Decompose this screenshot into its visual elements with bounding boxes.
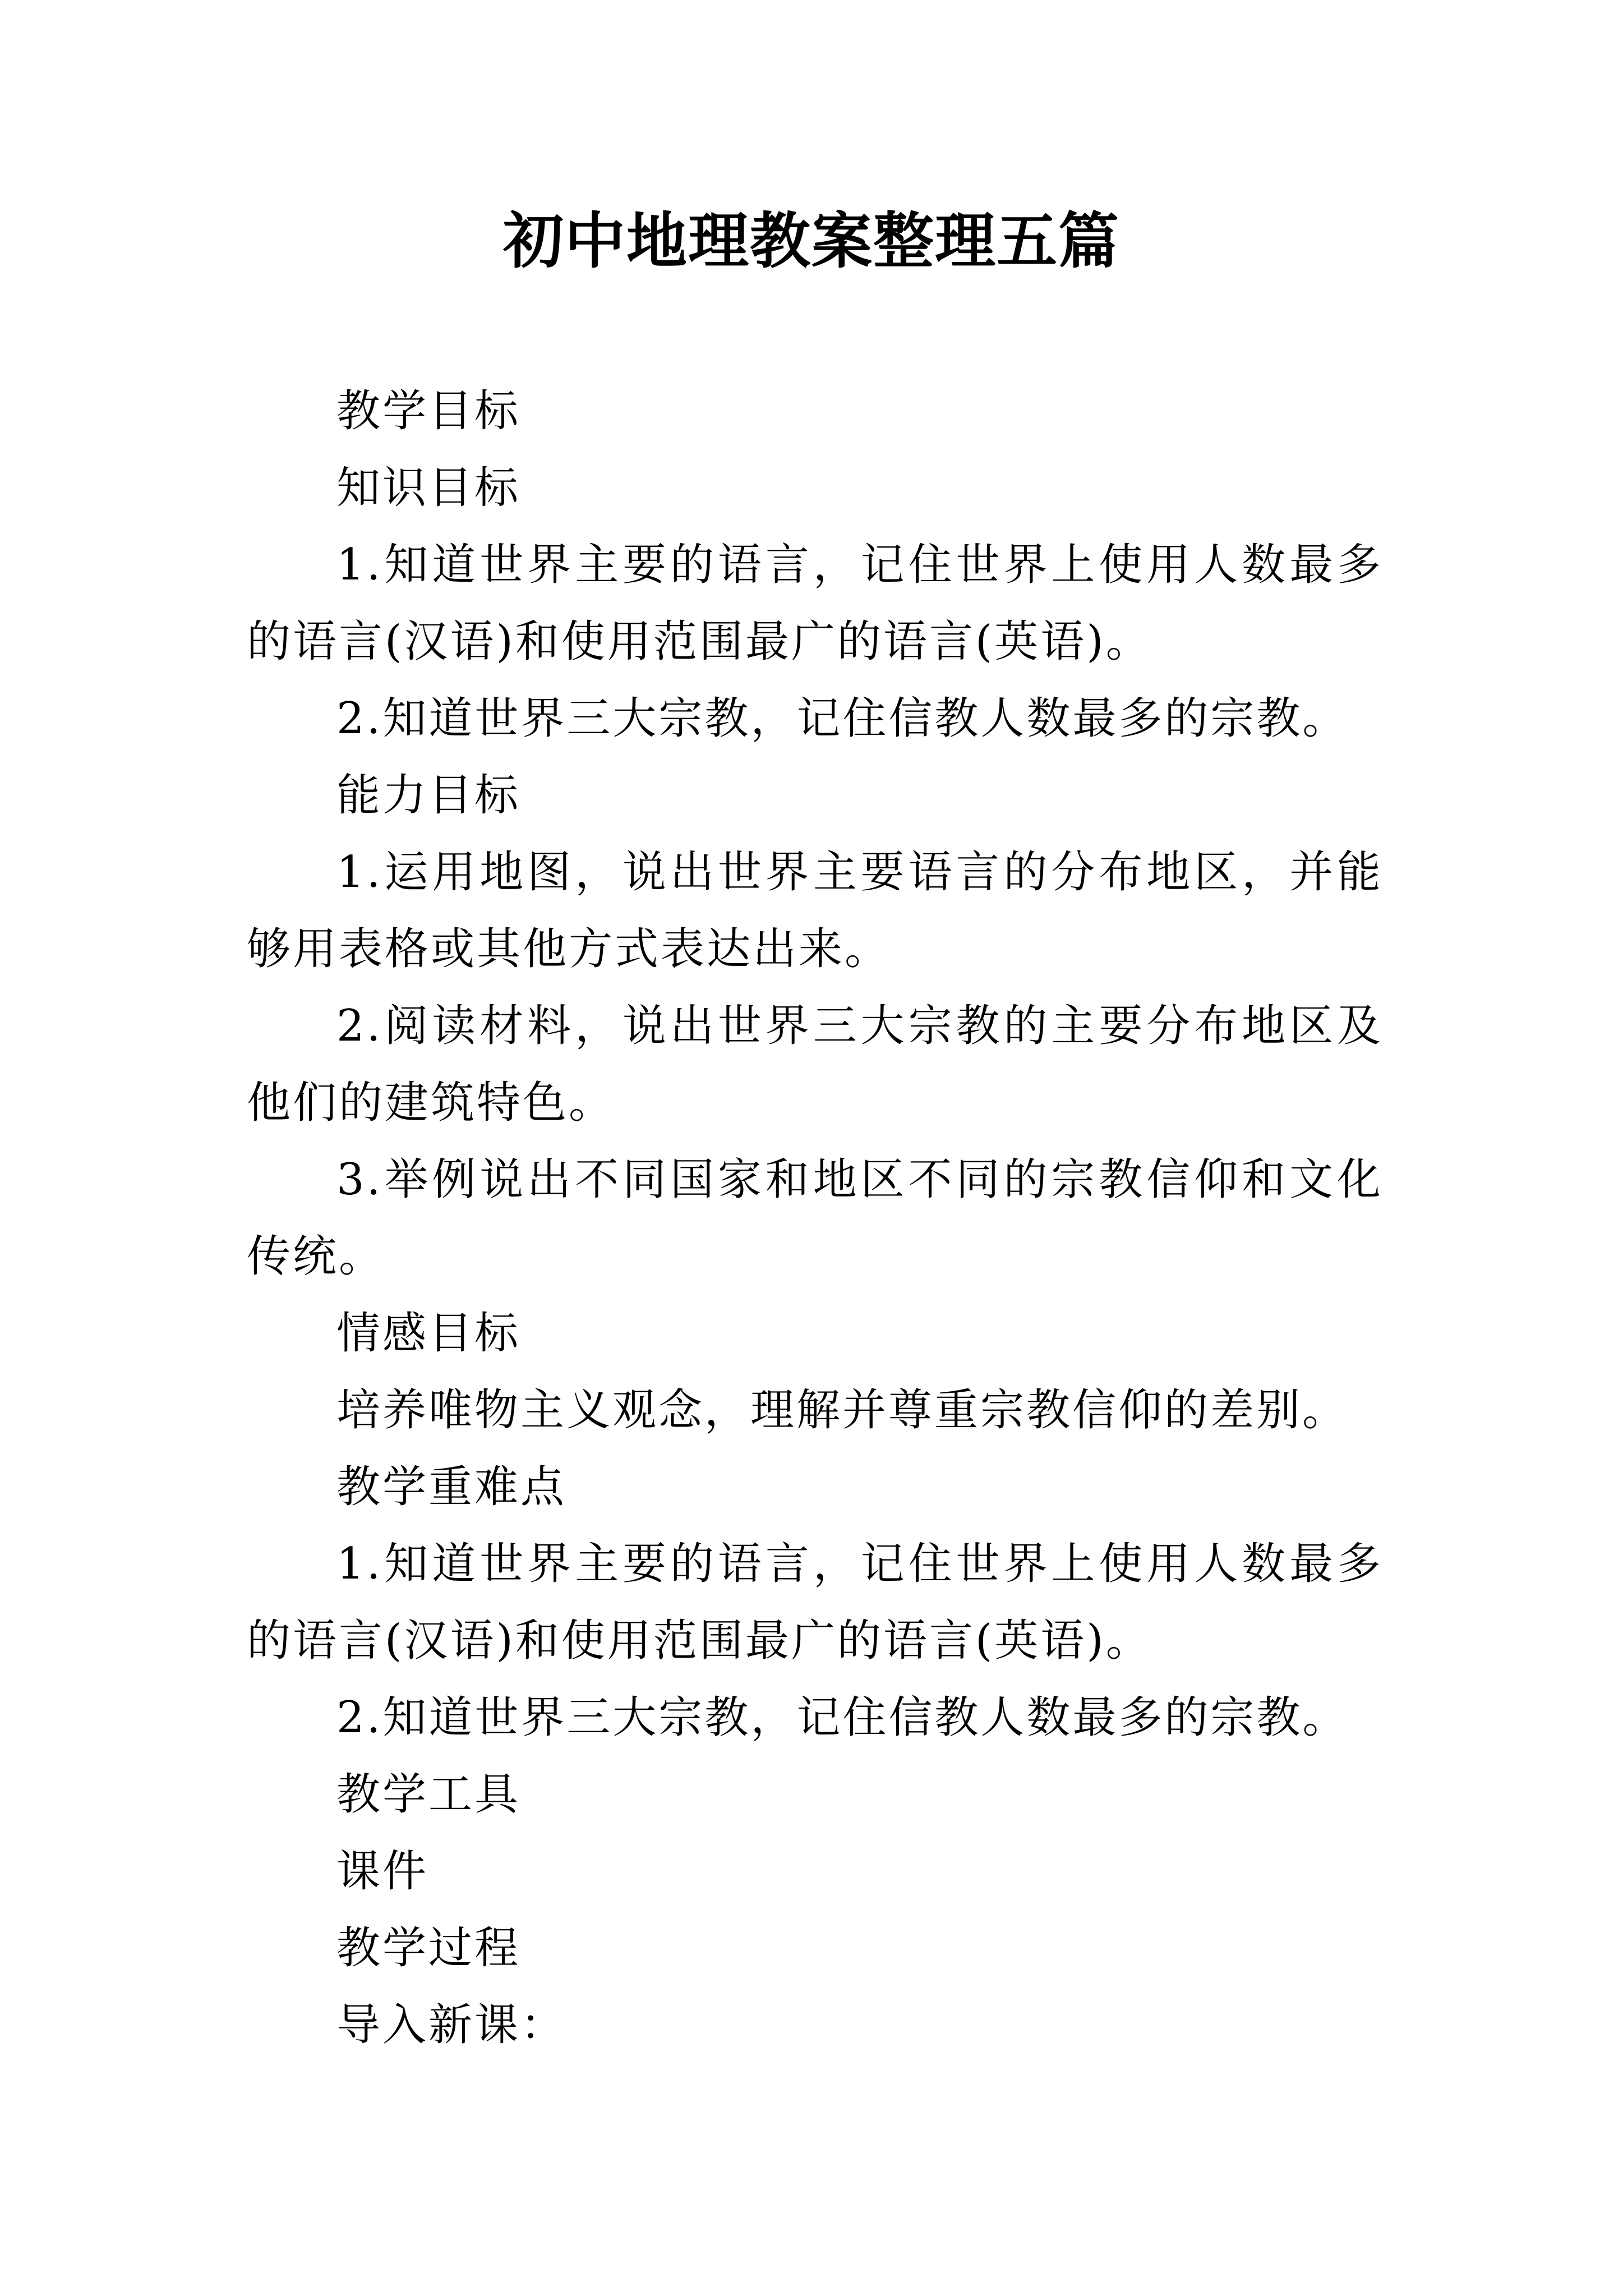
section-heading-teaching-tools: 教学工具 [336,1769,521,1820]
ability-goal-1: 1.运用地图，说出世界主要语言的分布地区，并能够用表格或其他方式表达出来。 [247,847,1383,974]
lesson-introduction-heading: 导入新课： [336,2000,567,2050]
ability-goal-3: 3.举例说出不同国家和地区不同的宗教信仰和文化传统。 [247,1154,1383,1282]
section-heading-key-difficult-points: 教学重难点 [336,1462,567,1512]
key-point-1: 1.知道世界主要的语言，记住世界上使用人数最多的语言(汉语)和使用范围最广的语言(英语)。 [247,1539,1383,1666]
section-heading-teaching-goals: 教学目标 [336,386,521,436]
teaching-tool-item: 课件 [336,1846,429,1897]
knowledge-goal-2: 2.知道世界三大宗教，记住信教人数最多的宗教。 [336,693,1349,744]
subheading-emotional-goals: 情感目标 [336,1308,521,1359]
key-point-2: 2.知道世界三大宗教，记住信教人数最多的宗教。 [336,1692,1349,1743]
document-body [247,373,1383,2064]
document-title: 初中地理教案整理五篇 [502,206,1120,277]
emotional-goal: 培养唯物主义观念，理解并尊重宗教信仰的差别。 [336,1385,1349,1435]
knowledge-goal-1: 1.知道世界主要的语言，记住世界上使用人数最多的语言(汉语)和使用范围最广的语言(英语)。 [247,540,1383,667]
subheading-ability-goals: 能力目标 [336,770,521,821]
ability-goal-2: 2.阅读材料，说出世界三大宗教的主要分布地区及他们的建筑特色。 [247,1001,1383,1128]
subheading-knowledge-goals: 知识目标 [336,463,521,513]
section-heading-teaching-process: 教学过程 [336,1923,521,1973]
